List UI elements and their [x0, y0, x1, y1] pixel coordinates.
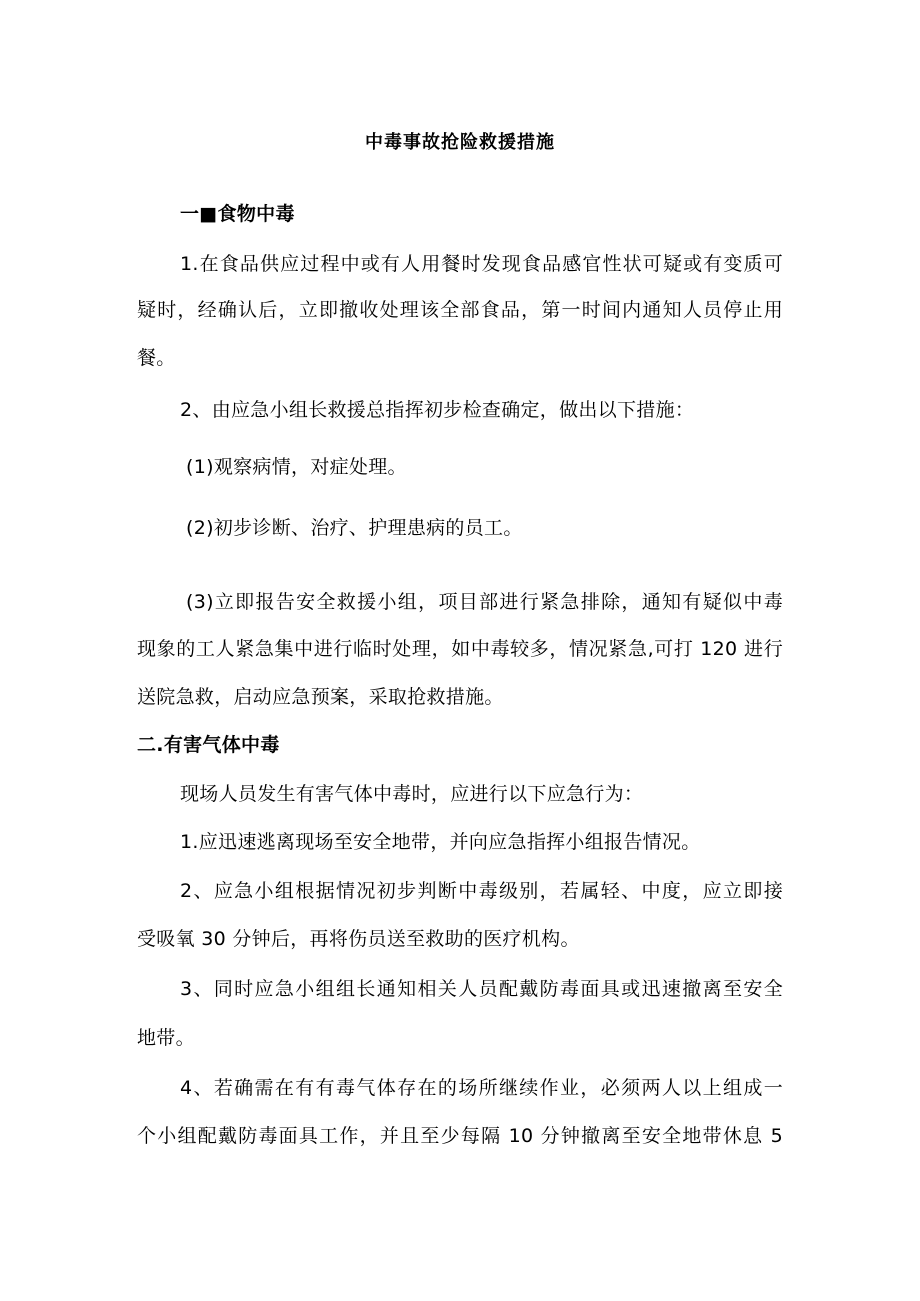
- paragraph-line: 受吸氧 30 分钟后，再将伤员送至救助的医疗机构。: [137, 928, 580, 950]
- section-heading-toxic-gas: 二.有害气体中毒: [137, 734, 280, 756]
- paragraph-line: 现象的工人紧急集中进行临时处理，如中毒较多，情况紧急,可打 120 进行: [137, 638, 783, 660]
- paragraph-line: 餐。: [137, 347, 176, 369]
- list-item: (2)初步诊断、治疗、护理患病的员工。: [186, 517, 523, 539]
- paragraph-line: 1.应迅速逃离现场至安全地带，并向应急指挥小组报告情况。: [180, 831, 701, 853]
- list-item: (3)立即报告安全救援小组，项目部进行紧急排除，通知有疑似中毒: [186, 591, 783, 613]
- paragraph-line: 3、同时应急小组组长通知相关人员配戴防毒面具或迅速撤离至安全: [180, 978, 783, 1000]
- paragraph-line: 2、由应急小组长救援总指挥初步检查确定，做出以下措施：: [180, 399, 695, 421]
- paragraph-line: 地带。: [137, 1027, 195, 1049]
- section-heading-food-poisoning: 一■食物中毒: [180, 203, 295, 225]
- paragraph-line: 疑时，经确认后，立即撤收处理该全部食品，第一时间内通知人员停止用: [137, 299, 783, 321]
- paragraph-line: 个小组配戴防毒面具工作，并且至少每隔 10 分钟撤离至安全地带休息 5: [137, 1125, 783, 1147]
- paragraph-line: 送院急救，启动应急预案，采取抢救措施。: [137, 686, 504, 708]
- document-title: 中毒事故抢险救援措施: [365, 132, 555, 153]
- paragraph-line: 2、应急小组根据情况初步判断中毒级别，若属轻、中度，应立即接: [180, 880, 783, 902]
- list-item: (1)观察病情，对症处理。: [186, 456, 407, 478]
- paragraph-line: 4、若确需在有有毒气体存在的场所继续作业，必须两人以上组成一: [180, 1077, 783, 1099]
- paragraph-line: 1.在食品供应过程中或有人用餐时发现食品感官性状可疑或有变质可: [180, 253, 783, 275]
- paragraph-line: 现场人员发生有害气体中毒时，应进行以下应急行为：: [180, 783, 644, 805]
